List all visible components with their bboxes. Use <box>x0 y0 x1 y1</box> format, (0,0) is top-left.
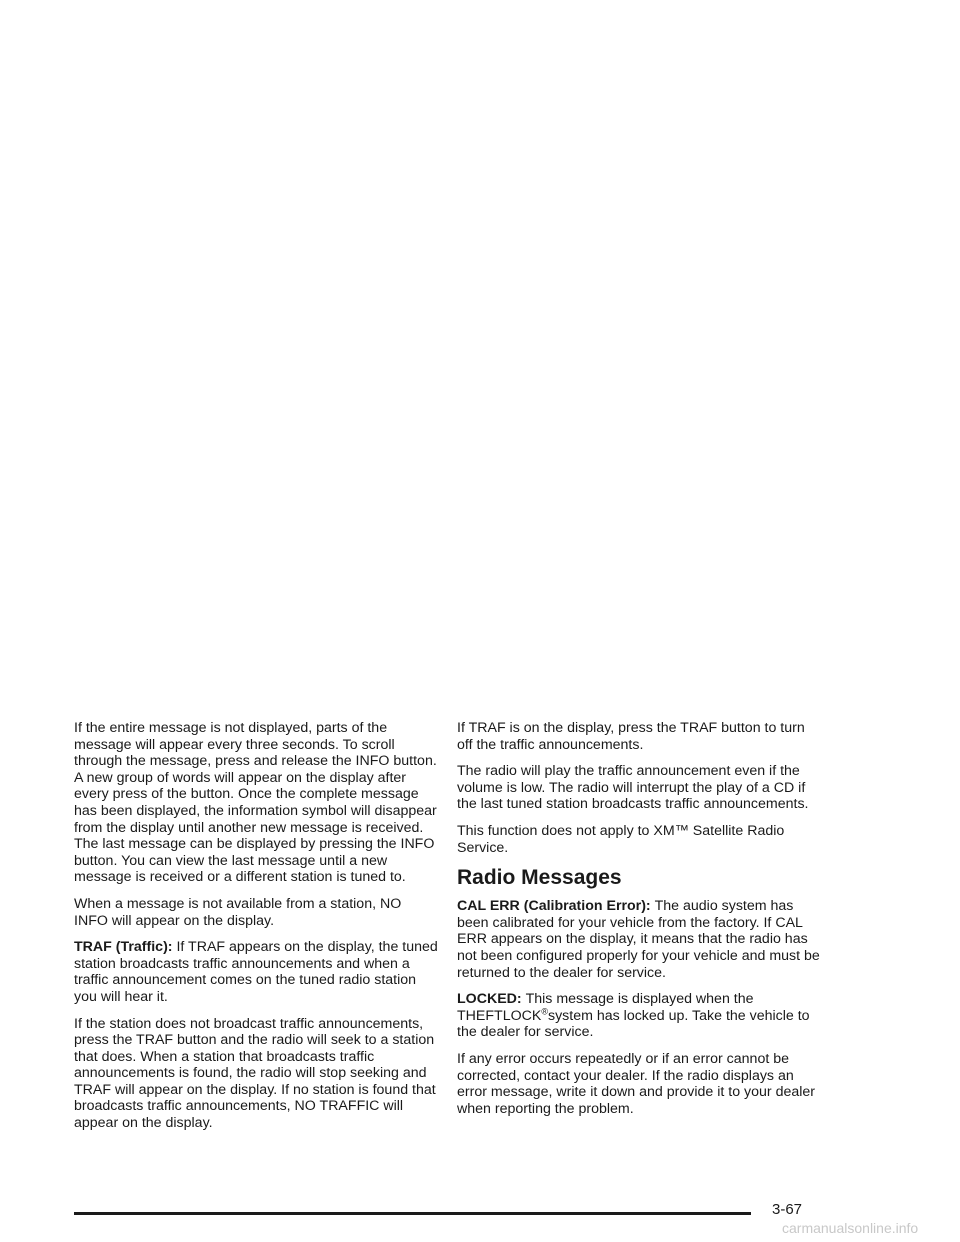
registered-mark: ® <box>541 1005 548 1016</box>
paragraph-error-repeat: If any error occurs repeatedly or if an error cannot be corrected, contact your dealer. If the radio displays an error message, write it down and provide it to your dealer when reporting the problem. <box>457 1050 816 1117</box>
paragraph-traf-seek: If the station does not broadcast traffic announcements, press the TRAF button and the radio will seek to a station that does. When a station that broadcasts traffic announcements is found, the radio will stop seeking and TRAF will appear on the display. If no station is found that broadcasts traffic announcements, NO TRAFFIC will appear on the display. <box>74 1015 436 1132</box>
paragraph-traf <box>74 939 439 1005</box>
paragraph-traf-off: If TRAF is on the display, press the TRAF button to turn off the traffic announcements. <box>457 720 805 753</box>
footer-rule <box>74 1212 751 1215</box>
term-cal-err: CAL ERR (Calibration Error): <box>457 898 651 915</box>
term-traf: TRAF (Traffic): <box>74 939 173 956</box>
locked-description-b: system has locked up. Take the vehicle to the dealer for service. <box>457 1007 810 1041</box>
paragraph-xm-note: This function does not apply to XM™ Satellite Radio Service. <box>457 822 785 856</box>
page-number: 3-67 <box>772 1201 803 1218</box>
traf-description: If TRAF appears on the display, the tuned station broadcasts traffic announcements and when a traffic announcement comes on the tuned radio station you will hear it. <box>74 939 438 1005</box>
watermark-text: carmanualsonline.info <box>782 1220 919 1236</box>
right-column <box>457 720 822 1127</box>
paragraph-traf-volume: The radio will play the traffic announcement even if the volume is low. The radio will interrupt the play of a CD if the last tuned station broadcasts traffic announcements. <box>457 763 809 813</box>
section-heading-radio-messages: Radio Messages <box>457 866 622 890</box>
paragraph-message-scroll: If the entire message is not displayed, parts of the message will appear every three seconds. To scroll through the message, press and release the INFO button. A new group of words will appear on the display after every press of the button. Once the complete message has been displayed, the information symbol will disappear from the display until another new message is received. The last message can be displayed by pressing the INFO button. You can view the last message until a new message is received or a different station is tuned to. <box>74 720 437 886</box>
paragraph-cal-err <box>457 898 822 981</box>
paragraph-locked <box>457 991 822 1041</box>
term-locked: LOCKED: <box>457 991 522 1008</box>
cal-err-description: The audio system has been calibrated for your vehicle from the factory. If CAL ERR appears on the display, it means that the radio has not been configured properly for your vehicle and must be returned to the dealer for service. <box>457 898 820 981</box>
left-column <box>74 720 439 1142</box>
paragraph-no-info: When a message is not available from a station, NO INFO will appear on the display. <box>74 895 402 929</box>
locked-description-a: This message is displayed when the THEFTLOCK <box>457 991 754 1024</box>
